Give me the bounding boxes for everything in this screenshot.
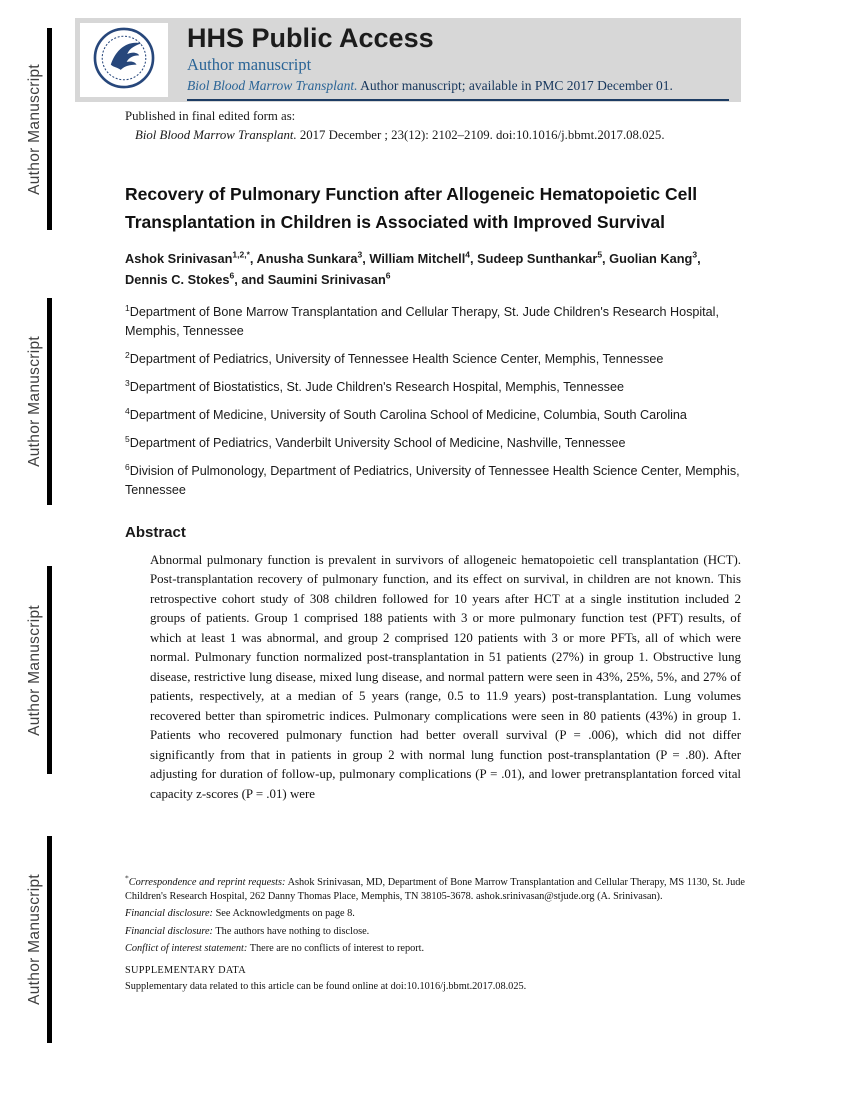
affiliation: $^5$Department of Pediatrics, Vanderbilt University School of Medicine, Nashville, Tennessee xyxy=(125,433,626,450)
author-manuscript-label: Author Manuscript xyxy=(26,604,43,736)
published-citation-journal: Biol Blood Marrow Transplant. xyxy=(135,128,297,142)
footnote: Conflict of interest statement: There are no conflicts of interest to report. xyxy=(125,943,425,954)
footnote-list xyxy=(125,873,745,956)
affiliation: $^6$Division of Pulmonology, Department of Pediatrics, University of Tennessee Health Science Center, Memphis, Tennessee xyxy=(125,461,740,497)
author-name: Guolian Kang$^3$ xyxy=(609,249,698,266)
supplementary-data-heading: SUPPLEMENTARY DATA xyxy=(125,964,246,976)
footnotes-section xyxy=(125,873,745,994)
author-name: Sudeep Sunthankar$^5$ xyxy=(477,249,603,266)
published-citation xyxy=(135,127,741,144)
footnote: Financial disclosure: The authors have nothing to disclose. xyxy=(125,925,370,937)
author-manuscript-watermark xyxy=(26,28,52,230)
affiliation: $^3$Department of Biostatistics, St. Jude Children's Research Hospital, Memphis, Tennessee xyxy=(125,377,624,394)
supplementary-data-text: Supplementary data related to this article can be found online at doi:10.1016/j.bbmt.2017.08.025. xyxy=(125,981,527,992)
hhs-header-banner xyxy=(75,18,741,102)
author-name: Anusha Sunkara$^3$ xyxy=(256,249,363,266)
footnote: *Correspondence and reprint requests: Ashok Srinivasan, MD, Department of Bone Marrow Transplantation and Cellular Therapy, MS 1130, St. Jude Children's Research Hospital, 262 Danny Thomas Place, Memphis, TN 38105-3678. ashok.srinivasan@stjude.org (A. Srinivasan). xyxy=(125,873,745,902)
watermark-bar xyxy=(47,836,52,1043)
affiliations xyxy=(125,303,741,500)
author-manuscript-watermark xyxy=(26,836,52,1043)
published-intro: Published in final edited form as: xyxy=(125,109,296,123)
affiliation: $^4$Department of Medicine, University of South Carolina School of Medicine, Columbia, South Carolina xyxy=(125,405,687,422)
author-manuscript-watermark xyxy=(26,566,52,774)
article-title: Recovery of Pulmonary Function after Allogeneic Hematopoietic Cell Transplantation in Children is Associated with Improved Survival xyxy=(125,184,698,232)
header-text-block xyxy=(173,18,741,102)
author-manuscript-label: Author Manuscript xyxy=(26,874,43,1005)
watermark-bar xyxy=(47,28,52,230)
author-name: Ashok Srinivasan$^{1,2,*}$ xyxy=(125,249,250,266)
author-name: William Mitchell$^4$ xyxy=(369,249,471,266)
article-body xyxy=(125,108,741,804)
author-manuscript-label: Author Manuscript xyxy=(26,63,43,195)
header-citation-rest: Author manuscript; available in PMC 2017 December 01. xyxy=(357,78,673,93)
authors-line: Ashok Srinivasan$^{1,2,*}$, Anusha Sunkara$^3$, William Mitchell$^4$, Sudeep Sunthankar$^5$, Guolian Kang$^3$, Dennis C. Stokes$^6$, and Saumini Srinivasan$^6$ xyxy=(125,249,701,287)
author-manuscript-watermark xyxy=(26,298,52,505)
author-name: Saumini Srinivasan$^6$ xyxy=(267,270,391,287)
header-citation-journal: Biol Blood Marrow Transplant. xyxy=(187,78,358,93)
header-citation xyxy=(187,78,729,101)
header-subtitle: Author manuscript xyxy=(187,55,312,74)
hhs-logo-box xyxy=(80,23,168,97)
affiliation: $^2$Department of Pediatrics, University of Tennessee Health Science Center, Memphis, Tennessee xyxy=(125,349,664,366)
author-name: Dennis C. Stokes$^6$ xyxy=(125,270,235,287)
published-citation-rest: 2017 December ; 23(12): 2102–2109. doi:10.1016/j.bbmt.2017.08.025. xyxy=(296,128,665,142)
abstract-heading: Abstract xyxy=(125,523,186,541)
author-manuscript-label: Author Manuscript xyxy=(26,336,43,467)
abstract-text: Abnormal pulmonary function is prevalent in survivors of allogeneic hematopoietic cell transplantation (HCT). Post-transplantation recovery of pulmonary function, and its effect on survival, in children are not known. This retrospective cohort study of 308 children followed for 10 years after HCT at a single institution included 2 groups of patients. Group 1 comprised 188 patients with 3 or more pulmonary function test (PFT) results, of which at least 1 was abnormal, and group 2 comprised 120 patients with 3 or more PFTs, all of which were normal. Pulmonary function normalized post-transplantation in 51 patients (27%) in group 1. Obstructive lung disease, restrictive lung disease, mixed lung disease, and normal pattern were seen in 43%, 25%, 5%, and 27% of patients, respectively, at a median of 5 years (range, 0.5 to 11.9 years) post-transplantation. Lung volumes recovered better than spirometric indices. Pulmonary complications were seen in 80 patients (43%) in group 1. Patients who recovered pulmonary function had better overall survival (P = .006), which did not differ significantly from that in patients in group 2 with normal lung function post-transplantation (P = .80). After adjusting for duration of follow-up, pulmonary complications (P = .01), and lower pretransplantation forced vital capacity z-scores (P = .01) were xyxy=(150,552,741,801)
watermark-bar xyxy=(47,298,52,505)
footnote: Financial disclosure: See Acknowledgments on page 8. xyxy=(125,908,355,919)
watermark-bar xyxy=(47,566,52,774)
affiliation: $^1$Department of Bone Marrow Transplantation and Cellular Therapy, St. Jude Children's Research Hospital, Memphis, Tennessee xyxy=(125,302,719,338)
header-title: HHS Public Access xyxy=(187,23,434,53)
hhs-seal-icon xyxy=(91,25,157,96)
